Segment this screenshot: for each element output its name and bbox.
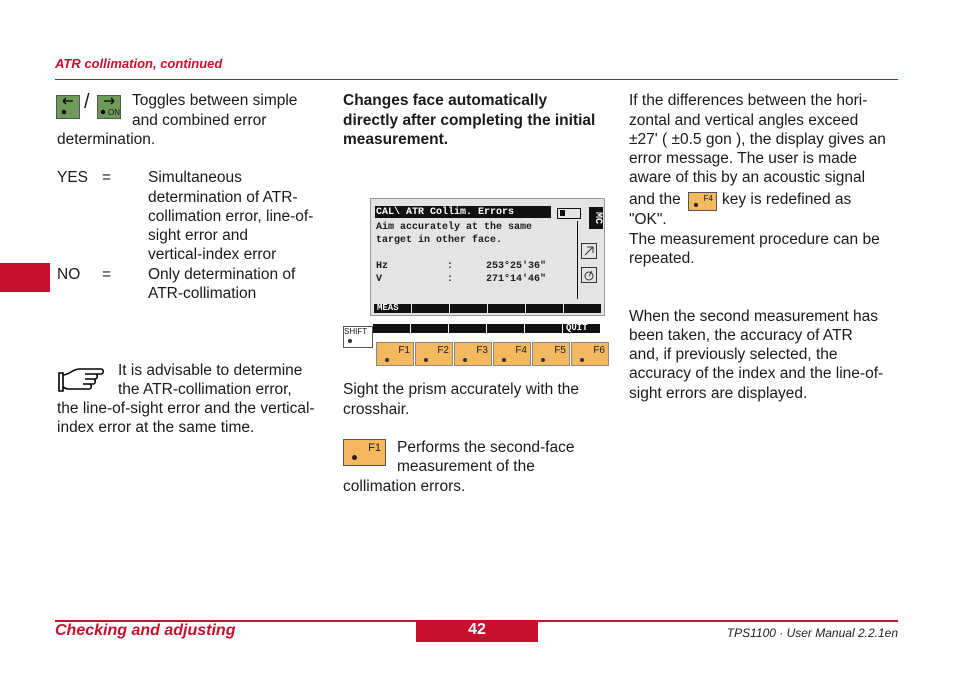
function-key-f3[interactable]: F3 — [454, 342, 492, 366]
para2-line: The measurement procedure can be — [629, 231, 880, 248]
shift-key[interactable] — [343, 326, 373, 348]
v-colon: : — [447, 274, 454, 285]
shift-softkey[interactable] — [487, 324, 524, 333]
yes-line: Simultaneous — [148, 169, 242, 186]
battery-icon — [557, 208, 581, 219]
screen-title: CAL\ ATR Collim. Errors — [376, 207, 515, 218]
softkey[interactable] — [450, 304, 487, 313]
function-key-f4[interactable]: F4 — [493, 342, 531, 366]
page-edge-tab — [0, 263, 50, 292]
para1-line: zontal and vertical angles exceed — [629, 112, 859, 129]
softkey[interactable] — [412, 304, 449, 313]
para3-line: accuracy of the index and the line-of- — [629, 365, 884, 382]
pointing-hand-icon — [57, 365, 105, 400]
chapter-title: Checking and adjusting — [55, 622, 236, 639]
no-key: NO — [57, 266, 81, 283]
combined-mode-key-icon — [97, 95, 121, 119]
screen-line: Aim accurately at the same — [376, 222, 533, 233]
on-label: ON — [108, 108, 120, 117]
yes-key: YES — [57, 169, 89, 186]
instrument-display — [370, 198, 605, 316]
shift-label: SHIFT — [344, 327, 368, 336]
shift-softkey[interactable] — [411, 324, 448, 333]
icon-slash: / — [84, 91, 90, 113]
mc-indicator: MC — [589, 207, 603, 229]
shift-softkey[interactable] — [525, 324, 562, 333]
f4-key-label: F4 — [703, 194, 713, 203]
softkey[interactable] — [526, 304, 563, 313]
hz-colon: : — [447, 261, 454, 272]
softkey[interactable] — [564, 304, 601, 313]
compensator-icon — [581, 267, 597, 283]
key-redefined: key is redefined as — [722, 191, 852, 208]
function-key-f1[interactable]: F1 — [376, 342, 414, 366]
no-equals: = — [102, 266, 112, 283]
v-label: V — [376, 274, 383, 285]
no-line: Only determination of — [148, 266, 296, 283]
function-key-f2[interactable]: F2 — [415, 342, 453, 366]
f1-line: measurement of the — [397, 458, 535, 475]
toggle-text-2: and combined error — [132, 112, 267, 129]
yes-line: sight error and — [148, 227, 248, 244]
para2-line: repeated. — [629, 250, 695, 267]
toggle-text-1: Toggles between simple — [132, 92, 298, 109]
function-key-f5[interactable]: F5 — [532, 342, 570, 366]
softkey-quit[interactable]: QUIT — [563, 324, 600, 333]
hz-label: Hz — [376, 261, 389, 272]
sight-line: Sight the prism accurately with the — [343, 381, 580, 398]
para3-line: When the second measurement has — [629, 308, 878, 325]
header-rule — [55, 79, 898, 80]
para1-line: aware of this by an acoustic signal — [629, 169, 866, 186]
manual-title: TPS1100 · User Manual 2.2.1en — [726, 626, 898, 640]
tip-line: the line-of-sight error and the vertical- — [57, 400, 315, 417]
screen-divider — [577, 221, 578, 299]
softkey[interactable] — [488, 304, 525, 313]
softkey-meas[interactable]: MEAS — [374, 304, 411, 313]
sight-line: crosshair. — [343, 401, 410, 418]
tip-line: the ATR-collimation error, — [118, 381, 292, 398]
f1-cont: collimation errors. — [343, 478, 466, 495]
shift-softkey[interactable] — [373, 324, 410, 333]
hz-value: 253°25'36" — [486, 261, 547, 272]
f4-key-icon — [688, 192, 717, 211]
yes-equals: = — [102, 169, 112, 186]
shift-softkey[interactable] — [449, 324, 486, 333]
function-key-row — [376, 342, 609, 366]
bold-line: measurement. — [343, 131, 449, 148]
v-value: 271°14'46" — [486, 274, 547, 285]
toggle-text-3: determination. — [57, 131, 156, 148]
no-line: ATR-collimation — [148, 285, 257, 302]
section-header: ATR collimation, continued — [55, 56, 223, 71]
softkey-row-top — [374, 304, 601, 313]
simple-mode-key-icon — [56, 95, 80, 119]
para1-line: ±27' ( ±0.5 gon ), the display gives an — [629, 131, 886, 148]
para3-line: been taken, the accuracy of ATR — [629, 327, 853, 344]
f1-key-icon — [343, 439, 386, 466]
tip-line: index error at the same time. — [57, 419, 255, 436]
para1-line: If the differences between the hori- — [629, 92, 868, 109]
yes-line: vertical-index error — [148, 246, 277, 263]
f1-line: Performs the second-face — [397, 439, 575, 456]
page-number: 42 — [416, 620, 538, 642]
and-the: and the — [629, 191, 681, 208]
para1-line: error message. The user is made — [629, 150, 858, 167]
screen-line: target in other face. — [376, 235, 503, 246]
yes-line: collimation error, line-of- — [148, 208, 314, 225]
f1-key-label: F1 — [368, 442, 381, 454]
bold-line: directly after completing the initial — [343, 112, 596, 129]
tip-line: It is advisable to determine — [118, 362, 303, 379]
para3-line: sight errors are displayed. — [629, 385, 808, 402]
softkey-row-shift — [373, 324, 600, 333]
prism-icon — [581, 243, 597, 259]
bold-line: Changes face automatically — [343, 92, 548, 109]
para3-line: and, if previously selected, the — [629, 346, 838, 363]
function-key-f6[interactable]: F6 — [571, 342, 609, 366]
ok-text: "OK". — [629, 211, 667, 228]
yes-line: determination of ATR- — [148, 189, 298, 206]
